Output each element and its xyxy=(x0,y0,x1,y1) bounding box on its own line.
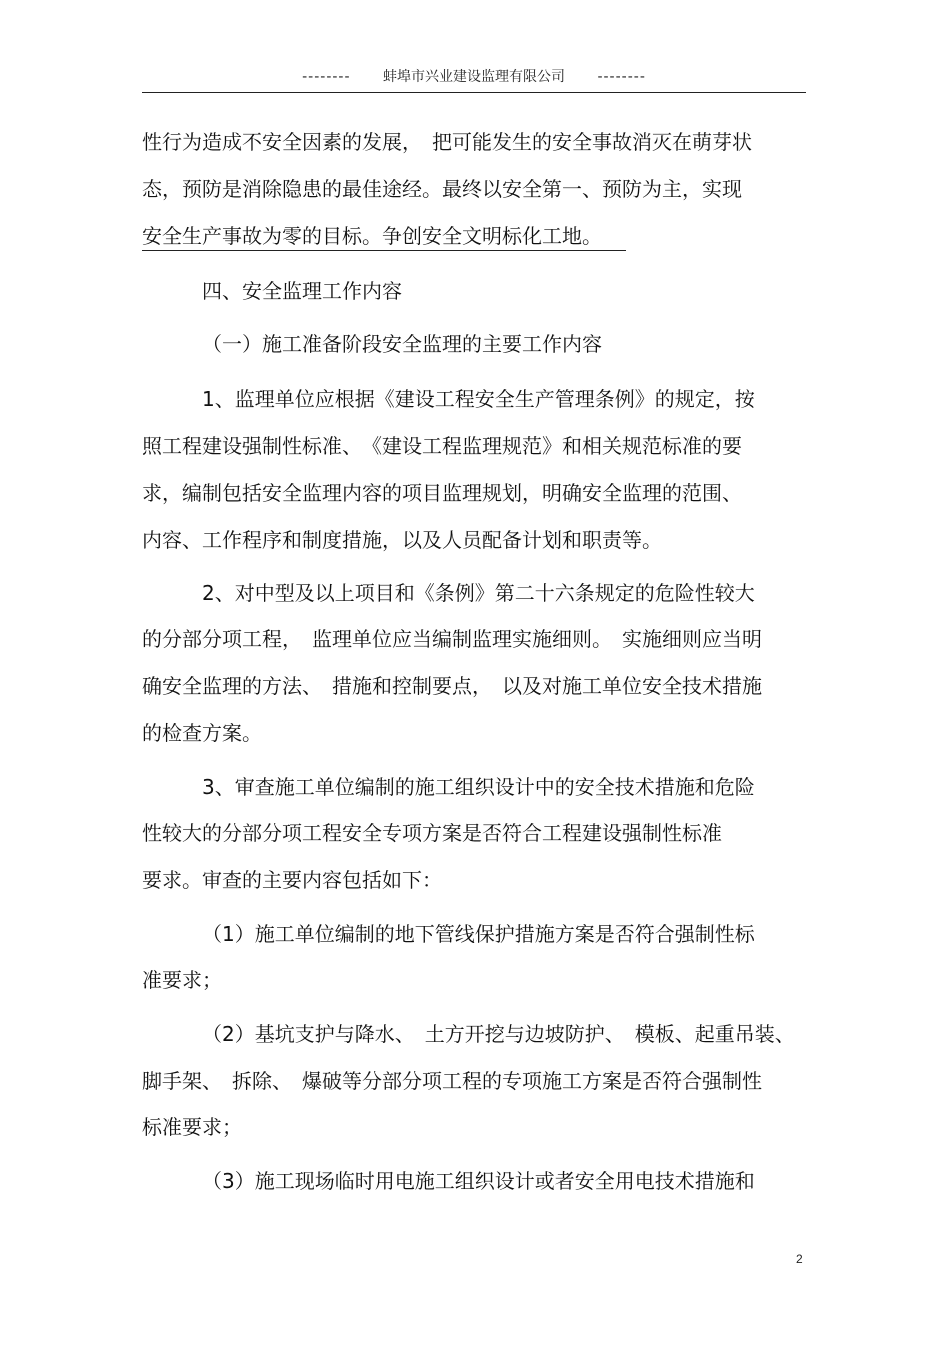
body-line: （1）施工单位编制的地下管线保护措施方案是否符合强制性标 xyxy=(202,922,755,946)
page-number: 2 xyxy=(796,1252,803,1266)
body-line: 3、审查施工单位编制的施工组织设计中的安全技术措施和危险 xyxy=(202,775,755,799)
body-line: 性行为造成不安全因素的发展， 把可能发生的安全事故消灭在萌芽状 xyxy=(142,130,752,154)
header-left-dash: -------- xyxy=(302,69,351,85)
body-line: 内容、工作程序和制度措施，以及人员配备计划和职责等。 xyxy=(142,528,662,552)
body-line: 2、对中型及以上项目和《条例》第二十六条规定的危险性较大 xyxy=(202,581,755,605)
underlined-text: 安全生产事故为零的目标。争创安全文明标化工地。 xyxy=(142,224,626,251)
body-line: （2）基坑支护与降水、 土方开挖与边坡防护、 模板、起重吊装、 xyxy=(202,1022,795,1046)
body-line: 照工程建设强制性标准、 《建设工程监理规范》和相关规范标准的要 xyxy=(142,434,742,458)
body-line: 标准要求； xyxy=(142,1115,242,1139)
body-line: 的分部分项工程， 监理单位应当编制监理实施细则。 实施细则应当明 xyxy=(142,627,762,651)
body-line: 的检查方案。 xyxy=(142,721,262,745)
body-line: 脚手架、 拆除、 爆破等分部分项工程的专项施工方案是否符合强制性 xyxy=(142,1069,762,1093)
body-line: （3）施工现场临时用电施工组织设计或者安全用电技术措施和 xyxy=(202,1169,755,1193)
body-line xyxy=(142,224,626,248)
section-heading: 四、安全监理工作内容 xyxy=(202,279,402,303)
body-line: 性较大的分部分项工程安全专项方案是否符合工程建设强制性标准 xyxy=(142,821,722,845)
header-company-name: 蚌埠市兴业建设监理有限公司 xyxy=(383,69,565,85)
subsection-heading: （一）施工准备阶段安全监理的主要工作内容 xyxy=(202,332,602,356)
body-line: 求，编制包括安全监理内容的项目监理规划，明确安全监理的范围、 xyxy=(142,481,742,505)
page-header xyxy=(142,66,806,93)
body-line: 确安全监理的方法、 措施和控制要点， 以及对施工单位安全技术措施 xyxy=(142,674,762,698)
header-right-dash: -------- xyxy=(597,69,646,85)
body-line: 要求。审查的主要内容包括如下： xyxy=(142,868,442,892)
body-line: 态，预防是消除隐患的最佳途经。最终以安全第一、预防为主，实现 xyxy=(142,177,742,201)
body-line: 1、监理单位应根据《建设工程安全生产管理条例》的规定，按 xyxy=(202,387,755,411)
body-line: 准要求； xyxy=(142,968,222,992)
